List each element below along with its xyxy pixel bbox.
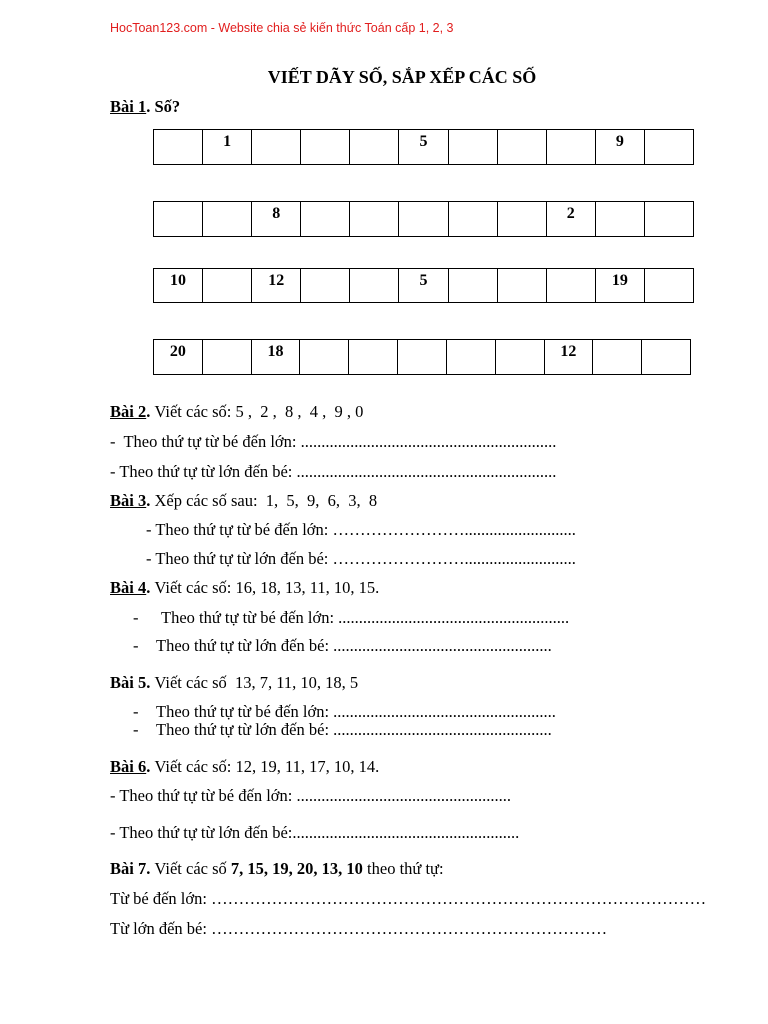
bai2-line-descending: - Theo thứ tự từ lớn đến bé: ............................................................... (110, 462, 557, 481)
sequence-box-empty (349, 130, 398, 164)
bai5-heading (110, 673, 358, 692)
sequence-box-empty (349, 269, 398, 302)
sequence-box-empty (202, 269, 251, 302)
exercise-label: Bài 6 (110, 757, 147, 776)
exercise-prompt: Viết các số (154, 859, 227, 878)
bai5-item-1-text: Theo thứ tự từ bé đến lớn: ...................................................... (156, 702, 556, 721)
exercise-label-dot: . (146, 757, 151, 776)
bai3-line-descending: - Theo thứ tự từ lớn đến bé: ……………………........................... (146, 549, 576, 568)
bai5-item-2-bullet: - (133, 720, 139, 739)
exercise-prompt: Viết các số: 5 , 2 , 8 , 4 , 9 , 0 (154, 402, 364, 421)
bai2-line-ascending: - Theo thứ tự từ bé đến lớn: .............................................................. (110, 432, 557, 451)
sequence-box-empty (641, 340, 690, 374)
bai1-heading (110, 97, 180, 116)
page-title: VIẾT DÃY SỐ, SẮP XẾP CÁC SỐ (267, 67, 537, 87)
sequence-box-empty (495, 340, 544, 374)
sequence-box-empty (497, 269, 546, 302)
sequence-box-empty (448, 130, 497, 164)
exercise-prompt-end: theo thứ tự: (367, 859, 444, 878)
exercise-label: Bài 4 (110, 578, 147, 597)
sequence-box-empty (644, 202, 693, 236)
bai4-item-2-bullet: - (133, 636, 139, 655)
exercise-label: Bài 3 (110, 491, 147, 510)
bai3-line-ascending: - Theo thứ tự từ bé đến lớn: ……………………........................... (146, 520, 576, 539)
number-sequence-row-1 (153, 129, 694, 165)
sequence-box-number: 19 (595, 269, 644, 302)
sequence-box-empty (398, 202, 447, 236)
exercise-label-dot: . (146, 97, 151, 116)
sequence-box-empty (202, 340, 251, 374)
sequence-box-number: 10 (170, 272, 187, 289)
sequence-box-empty (644, 130, 693, 164)
bai6-heading (110, 757, 379, 776)
exercise-prompt: Viết các số 13, 7, 11, 10, 18, 5 (154, 673, 359, 692)
bai5-item-2-text: Theo thứ tự từ lớn đến bé: ..................................................... (156, 720, 552, 739)
bai4-heading (110, 578, 379, 597)
sequence-box-empty (592, 340, 641, 374)
sequence-box-number: 2 (546, 202, 595, 236)
sequence-box-number: 1 (202, 130, 251, 164)
number-sequence-row-2 (153, 201, 694, 237)
exercise-label-dot: . (146, 859, 151, 878)
bai5-item-1-bullet: - (133, 702, 139, 721)
bai6-line-ascending: - Theo thứ tự từ bé đến lớn: .................................................... (110, 786, 511, 805)
bai4-item-1-text: Theo thứ tự từ bé đến lớn: ........................................................ (161, 608, 570, 627)
sequence-box-empty (546, 269, 595, 302)
sequence-box-number: 12 (544, 340, 593, 374)
sequence-box-empty (397, 340, 446, 374)
sequence-box-empty (154, 130, 202, 164)
sequence-box-empty (497, 202, 546, 236)
bai7-line-descending: Từ lớn đến bé: ……………………………………………………………… (110, 919, 608, 938)
sequence-box-number: 9 (595, 130, 644, 164)
sequence-box-empty (546, 130, 595, 164)
sequence-box-empty (348, 340, 397, 374)
exercise-prompt: Viết các số: 12, 19, 11, 17, 10, 14. (154, 757, 380, 776)
exercise-prompt: Viết các số: 16, 18, 13, 11, 10, 15. (154, 578, 380, 597)
sequence-box-empty (154, 202, 202, 236)
bai3-heading (110, 491, 377, 510)
bai4-item-1-bullet: - (133, 608, 139, 627)
exercise-label-dot: . (146, 491, 151, 510)
site-header: HocToan123.com - Website chia sẻ kiến thức Toán cấp 1, 2, 3 (110, 21, 454, 35)
sequence-box-number: 12 (251, 269, 300, 302)
number-sequence-row-4 (153, 339, 691, 375)
exercise-label-dot: . (146, 402, 151, 421)
sequence-box-empty (300, 269, 349, 302)
exercise-label: Bài 5 (110, 673, 147, 692)
exercise-prompt: Số? (154, 97, 181, 116)
sequence-box-empty (300, 202, 349, 236)
exercise-numbers: 7, 15, 19, 20, 13, 10 (230, 859, 363, 878)
number-sequence-row-3 (153, 268, 694, 303)
bai7-heading (110, 859, 444, 878)
exercise-label: Bài 1 (110, 97, 147, 116)
exercise-label: Bài 7 (110, 859, 147, 878)
sequence-box-number: 5 (398, 130, 447, 164)
bai2-heading (110, 402, 363, 421)
sequence-box-empty (299, 340, 348, 374)
exercise-label-dot: . (146, 673, 151, 692)
sequence-box-empty (446, 340, 495, 374)
sequence-box-empty (251, 130, 300, 164)
sequence-box-empty (497, 130, 546, 164)
bai4-item-2-text: Theo thứ tự từ lớn đến bé: ..................................................... (156, 636, 552, 655)
exercise-label-dot: . (146, 578, 151, 597)
sequence-box-number: 8 (251, 202, 300, 236)
sequence-box-empty (644, 269, 693, 302)
sequence-box-empty (448, 202, 497, 236)
bai6-line-descending: - Theo thứ tự từ lớn đến bé:....................................................... (110, 823, 520, 842)
sequence-box-number: 18 (251, 340, 300, 374)
sequence-box-empty (300, 130, 349, 164)
bai7-line-ascending: Từ bé đến lớn: ……………………………………………………………………………… (110, 889, 707, 908)
sequence-box-empty (349, 202, 398, 236)
exercise-prompt: Xếp các số sau: 1, 5, 9, 6, 3, 8 (154, 491, 378, 510)
sequence-box-empty (595, 202, 644, 236)
exercise-label: Bài 2 (110, 402, 147, 421)
sequence-box-number: 5 (398, 269, 447, 302)
sequence-box-empty (202, 202, 251, 236)
sequence-box-empty (448, 269, 497, 302)
sequence-box-number: 20 (169, 343, 186, 360)
